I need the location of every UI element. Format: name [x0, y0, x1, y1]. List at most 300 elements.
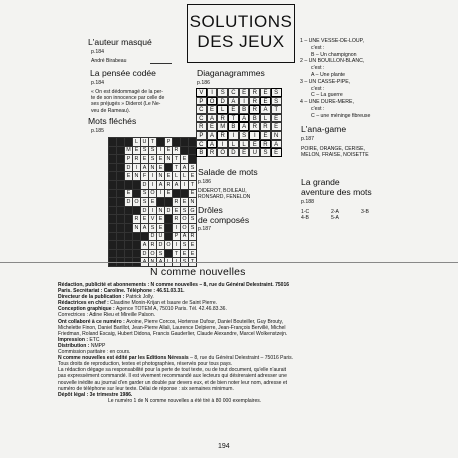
grid1-cell: P: [173, 232, 181, 241]
grid1-row: [109, 206, 197, 215]
grid1-cell: D: [125, 163, 133, 172]
credits-line: Impression : ETC: [58, 336, 100, 343]
grid1-cell: [133, 189, 141, 198]
grid1-cell: R: [173, 215, 181, 224]
anagame-title: L'ana-game: [301, 124, 347, 134]
grid1-cell: D: [149, 232, 157, 241]
section-divider: [0, 262, 458, 263]
grid1-cell: E: [157, 215, 165, 224]
grid1-cell: [109, 249, 117, 258]
grid1-cell: P: [165, 138, 173, 147]
diag-cell: C: [196, 105, 207, 114]
diag-word: [196, 88, 282, 97]
diag-cell: D: [228, 148, 239, 157]
diag-cell: O: [217, 148, 228, 157]
grid1-row: [109, 198, 197, 207]
grid1-cell: I: [149, 206, 157, 215]
grid1-cell: O: [166, 241, 171, 248]
pensee-page: p.184: [91, 80, 104, 86]
diag-cell: C: [196, 140, 207, 149]
grid1-cell: N: [157, 172, 165, 181]
diag-row: [196, 122, 282, 131]
grid1-cell: G: [190, 207, 195, 214]
grid1-row: [109, 180, 197, 189]
grid1-cell: [109, 241, 117, 250]
grid1-cell: N: [165, 155, 173, 164]
grid1-cell: S: [141, 198, 149, 207]
credits-line: Ont collaboré à ce numéro : Avoine, Pierre Corcos, Hortense Dufour, Daniel Bouteiller, Guy Brouty,: [58, 318, 284, 325]
grid1-cell: [125, 223, 133, 232]
grid1-row: [109, 138, 197, 147]
grid1-cell: P: [125, 155, 133, 164]
grid1-cell: [125, 206, 133, 215]
diag-word: [196, 97, 282, 106]
pensee-title: La pensée codée: [90, 68, 156, 78]
credits-line: Conception graphique : Agence TOTEM A, 75010 Paris. Tél. 42.46.83.36.: [58, 306, 227, 313]
grid1-cell: I: [133, 163, 141, 172]
diag-cell: S: [260, 148, 271, 157]
grid1-cell: [165, 163, 173, 172]
grid1-cell: [117, 155, 125, 164]
grid1-cell: S: [189, 215, 197, 224]
grid1-cell: E: [125, 172, 133, 181]
diag-cell: E: [207, 105, 218, 114]
grid1-cell: A: [181, 163, 189, 172]
diag-cell: A: [207, 114, 218, 123]
composes-answer-line: c'est :: [311, 105, 325, 112]
diag-cell: A: [260, 105, 271, 114]
grid1-cell: O: [150, 190, 155, 197]
diag-cell: E: [239, 88, 250, 97]
credits-line: pas expressément commandé. Il est vivement recommandé aux lecteurs qui désireraient adresser une: [58, 373, 287, 380]
grid1-cell: O: [182, 224, 187, 231]
diag-cell: P: [196, 131, 207, 140]
diag-cell: R: [260, 122, 271, 131]
grid1-cell: [109, 146, 117, 155]
grid1-cell: N: [157, 206, 165, 215]
grid1-cell: F: [141, 172, 149, 181]
grid1-cell: E: [125, 189, 133, 198]
grid1-cell: S: [149, 155, 157, 164]
grid1-cell: [133, 206, 141, 215]
grid1-row: [109, 163, 197, 172]
diag-cell: B: [249, 114, 260, 123]
diag-cell: E: [271, 148, 282, 157]
credits-line: Paris. Secrétariat : Caroline. Téléphone : 46.51.03.31.: [58, 288, 185, 295]
grid1-cell: [117, 189, 125, 198]
diag-cell: E: [260, 97, 271, 106]
grid1-cell: D: [125, 198, 133, 207]
mots-fleches-page: p.185: [91, 128, 104, 134]
nouvelles-title: N comme nouvelles: [150, 266, 246, 278]
grid1-cell: O: [134, 198, 139, 205]
diag-cell: L: [239, 140, 250, 149]
diag-cell: S: [271, 88, 282, 97]
grid1-cell: [117, 180, 125, 189]
diag-cell: E: [271, 114, 282, 123]
grid1-cell: [109, 223, 117, 232]
grid1-cell: [109, 232, 117, 241]
composes-answer-line: c'est :: [311, 65, 325, 72]
diag-cell: I: [207, 88, 218, 97]
grid1-cell: [117, 241, 125, 250]
aventure-title: La grande: [301, 177, 340, 187]
diag-title: Diaganagrammes: [197, 68, 265, 78]
grid1-cell: E: [181, 249, 189, 258]
grid1-cell: [117, 198, 125, 207]
grid1-cell: I: [149, 180, 157, 189]
grid1-cell: E: [133, 146, 141, 155]
grid1-cell: [157, 138, 165, 147]
title-line-2: DES JEUX: [197, 32, 285, 51]
grid1-cell: A: [141, 223, 149, 232]
grid1-cell: E: [165, 172, 173, 181]
grid1-cell: [173, 189, 181, 198]
grid1-cell: O: [150, 250, 155, 257]
diag-cell: B: [239, 105, 250, 114]
diag-cell: R: [217, 131, 228, 140]
grid1-cell: U: [141, 138, 149, 147]
credits-line: Le numéro 1 de N comme nouvelles a été tiré à 80 000 exemplaires.: [108, 397, 262, 404]
grid1-cell: E: [157, 163, 165, 172]
diag-word: [196, 140, 282, 149]
grid1-cell: U: [157, 232, 165, 241]
pensee-quote: « On est dédommagé de la per- te de son innocence par celle de ses préjugés » Diderot (Le Ne- veu de Rameau).: [91, 89, 165, 114]
grid1-cell: T: [189, 180, 197, 189]
credits-block: [58, 282, 408, 404]
diag-row: [196, 88, 282, 97]
grid1-cell: [125, 180, 133, 189]
grid1-row: [109, 241, 197, 250]
grid1-row: [109, 215, 197, 224]
diag-cell: R: [249, 105, 260, 114]
grid1-row: [109, 249, 197, 258]
composes-answer-line: c'est :: [311, 44, 325, 51]
credits-line: Friedman, Roland Escaig, Hubert Didona, Francis Gauderlier, Claude Alexandre, Marcel Wolkenstzejn.: [58, 330, 288, 337]
grid1-cell: [109, 198, 117, 207]
composes-answer-line: C – La guerre: [311, 92, 343, 99]
composes-answer-line: 3 – UN CASSE-PIPE,: [300, 78, 351, 85]
grid1-cell: S: [141, 146, 149, 155]
grid1-cell: I: [149, 172, 157, 181]
grid1-cell: [117, 146, 125, 155]
grid1-cell: L: [181, 172, 189, 181]
grid1-cell: [117, 172, 125, 181]
grid1-cell: T: [149, 138, 157, 147]
diag-cell: L: [228, 140, 239, 149]
diag-cell: S: [271, 97, 282, 106]
grid1-cell: [109, 138, 117, 147]
composes-answer-line: 2 – UN BOUILLON-BLANC,: [300, 58, 365, 65]
grid1-cell: S: [149, 146, 157, 155]
grid1-cell: [181, 189, 189, 198]
grid1-cell: S: [149, 223, 157, 232]
composes-answer-line: c'est :: [311, 85, 325, 92]
solutions-title-box: [187, 4, 295, 63]
grid1-cell: [117, 206, 125, 215]
diag-cell: A: [228, 97, 239, 106]
grid1-cell: A: [181, 232, 189, 241]
grid1-cell: N: [189, 198, 197, 207]
diag-cell: E: [249, 140, 260, 149]
title-line-1: SOLUTIONS: [189, 12, 293, 31]
grid1-cell: L: [173, 172, 181, 181]
diag-cell: M: [217, 122, 228, 131]
grid1-cell: T: [173, 249, 181, 258]
grid1-cell: D: [165, 206, 173, 215]
grid1-cell: [109, 180, 117, 189]
diag-word: [196, 148, 282, 157]
page-number: 194: [218, 443, 230, 450]
grid1-cell: E: [149, 198, 157, 207]
grid1-cell: E: [181, 198, 189, 207]
droles-title-2: de composés: [198, 215, 250, 225]
grid1-cell: [125, 241, 133, 250]
diag-row: [196, 131, 282, 140]
auteur-answer: André Birabeau: [91, 58, 127, 64]
diag-cell: C: [228, 88, 239, 97]
auteur-title: L'auteur masqué: [88, 37, 152, 47]
grid1-cell: N: [133, 223, 141, 232]
grid1-cell: E: [181, 155, 189, 164]
diag-cell: U: [249, 148, 260, 157]
grid1-row: [109, 146, 197, 155]
grid1-cell: S: [157, 249, 165, 258]
grid1-cell: E: [189, 172, 197, 181]
droles-title: Drôles: [198, 205, 223, 215]
grid1-cell: E: [165, 189, 173, 198]
diag-cell: L: [260, 114, 271, 123]
diag-cell: E: [228, 105, 239, 114]
pairs-row-1: 1-C 2-A 3-B: [301, 209, 369, 215]
diag-cell: R: [249, 88, 260, 97]
droles-page: p.187: [198, 226, 211, 232]
mots-fleches-title: Mots fléchés: [88, 116, 137, 126]
grid1-cell: [165, 215, 173, 224]
anagame-answer: POIRE, ORANGE, CERISE, MELON, FRAISE, NOISETTE: [301, 146, 369, 159]
composes-answer-line: 4 – UNE DURE-MERE,: [300, 99, 354, 106]
auteur-rule: [150, 63, 172, 64]
diag-cell: R: [249, 97, 260, 106]
grid1-cell: [117, 223, 125, 232]
credits-line: La rédaction dégage sa responsabilité pour la perte de tout texte, ou de tout document, qu'elle n'aurait: [58, 367, 287, 374]
grid1-cell: [109, 155, 117, 164]
diag-cell: A: [207, 131, 218, 140]
grid1-cell: T: [173, 155, 181, 164]
grid1-cell: R: [133, 215, 141, 224]
diag-cell: R: [207, 148, 218, 157]
credits-line: Directeur de la publication : Patrick Jolly.: [58, 294, 154, 301]
diag-cell: S: [239, 131, 250, 140]
diag-cell: A: [239, 114, 250, 123]
grid1-cell: I: [173, 241, 181, 250]
diag-word: [196, 131, 282, 140]
diag-cell: R: [249, 122, 260, 131]
grid1-cell: E: [157, 155, 165, 164]
grid1-row: [109, 189, 197, 198]
grid1-cell: R: [189, 232, 197, 241]
grid1-cell: A: [157, 180, 165, 189]
grid1-cell: I: [181, 180, 189, 189]
grid1-cell: [133, 232, 141, 241]
grid1-cell: A: [141, 241, 149, 250]
grid1-cell: R: [173, 198, 181, 207]
diag-cell: E: [260, 131, 271, 140]
grid1-cell: A: [141, 163, 149, 172]
aventure-pairs: [301, 209, 391, 221]
diag-cell: R: [196, 122, 207, 131]
composes-answer-line: B – Un champignon: [311, 51, 357, 58]
composes-answer-line: A – Une plante: [311, 71, 346, 78]
grid1-row: [109, 155, 197, 164]
grid1-cell: D: [141, 206, 149, 215]
grid1-cell: S: [189, 163, 197, 172]
grid1-cell: [109, 163, 117, 172]
credits-line: nouvelle inédite au journal d'en garder un double par devers eux, et de bien noter leur nom, adresse et: [58, 379, 288, 386]
diag-row: [196, 105, 282, 114]
grid1-cell: S: [181, 206, 189, 215]
diag-word: [196, 114, 282, 123]
diag-cell: E: [207, 122, 218, 131]
grid1-cell: [133, 241, 141, 250]
diag-cell: I: [228, 131, 239, 140]
grid1-cell: I: [157, 146, 165, 155]
credits-line: Michelette Finon, Daniel Barillot, Jean-Pierre Allali, Laurence Delpierre, Jean-François Bervillé, Michel: [58, 324, 286, 331]
credits-line: N comme nouvelles est édité par les Editions Néressis – 8, rue du Général Delestraint – 75016 Paris.: [58, 355, 294, 362]
salade-title: Salade de mots: [198, 167, 258, 177]
grid1-cell: [125, 138, 133, 147]
diag-word: [196, 105, 282, 114]
diag-cell: T: [271, 105, 282, 114]
grid1-row: [109, 232, 197, 241]
grid1-cell: [141, 232, 149, 241]
diaganagrammes-grid: [196, 88, 282, 157]
credits-line: Correctrices : Adine Rieu et Mireille Palson.: [58, 312, 156, 319]
diag-cell: P: [196, 97, 207, 106]
diag-cell: S: [217, 88, 228, 97]
grid1-cell: [157, 198, 165, 207]
grid1-cell: N: [149, 163, 157, 172]
diag-cell: R: [217, 114, 228, 123]
composes-answer-line: 1 – UNE VESSE-DE-LOUP,: [300, 38, 364, 44]
grid1-cell: [133, 249, 141, 258]
grid1-cell: [181, 138, 189, 147]
diag-row: [196, 114, 282, 123]
diag-word: [196, 122, 282, 131]
grid1-row: [109, 172, 197, 181]
diag-cell: A: [207, 140, 218, 149]
aventure-title-2: aventure des mots: [301, 187, 372, 197]
diag-page: p.186: [197, 80, 210, 86]
diag-cell: A: [271, 140, 282, 149]
salade-page: p.186: [198, 179, 211, 185]
composes-answers: [300, 38, 400, 120]
grid1-cell: [165, 249, 173, 258]
grid1-cell: [165, 223, 173, 232]
grid1-cell: S: [189, 223, 197, 232]
diag-cell: O: [207, 97, 218, 106]
diag-cell: T: [228, 114, 239, 123]
diag-cell: L: [217, 105, 228, 114]
grid1-cell: D: [157, 241, 165, 250]
credits-line: numéro de téléphone sur leur texte. Délai de réponse : six semaines minimum.: [58, 385, 234, 392]
grid1-cell: V: [149, 215, 157, 224]
grid1-cell: E: [165, 146, 173, 155]
composes-answer-line: C – une méninge fibreuse: [311, 112, 371, 119]
diag-row: [196, 140, 282, 149]
grid1-cell: [181, 146, 189, 155]
aventure-page: p.188: [301, 199, 314, 205]
grid1-cell: R: [149, 241, 157, 250]
grid1-cell: L: [133, 138, 141, 147]
grid1-cell: [165, 198, 173, 207]
grid1-cell: [109, 215, 117, 224]
grid1-cell: E: [173, 206, 181, 215]
grid1-row: [109, 223, 197, 232]
grid1-cell: E: [189, 241, 197, 250]
anagame-page: p.187: [301, 136, 314, 142]
grid1-cell: [117, 249, 125, 258]
grid1-cell: [117, 232, 125, 241]
grid1-cell: S: [181, 241, 189, 250]
auteur-page: p.184: [91, 49, 104, 55]
grid1-cell: T: [173, 163, 181, 172]
grid1-cell: E: [189, 249, 197, 258]
diag-cell: N: [271, 131, 282, 140]
grid1-cell: [117, 215, 125, 224]
diag-row: [196, 148, 282, 157]
grid1-cell: M: [126, 147, 131, 154]
grid1-cell: [165, 232, 173, 241]
diag-cell: D: [217, 97, 228, 106]
salade-answer: DIDEROT, BOILEAU, RONSARD, FENELON: [198, 188, 251, 201]
credits-line: Commission paritaire : en cours.: [58, 349, 131, 356]
grid1-cell: E: [157, 223, 165, 232]
grid1-cell: E: [189, 189, 197, 198]
grid1-cell: R: [133, 155, 141, 164]
grid1-cell: [117, 163, 125, 172]
credits-line: Rédaction, publicité et abonnements : N comme nouvelles – 8, rue du Général Delestraint. 75016: [58, 282, 290, 288]
diag-cell: E: [239, 148, 250, 157]
diag-cell: B: [196, 148, 207, 157]
grid1-cell: R: [165, 180, 173, 189]
diag-cell: B: [228, 122, 239, 131]
grid1-cell: [133, 180, 141, 189]
grid1-cell: D: [141, 180, 149, 189]
grid1-cell: N: [133, 172, 141, 181]
diag-row: [196, 97, 282, 106]
grid1-cell: E: [141, 155, 149, 164]
grid1-cell: [109, 172, 117, 181]
mots-fleches-grid: [108, 137, 197, 267]
grid1-cell: O: [182, 216, 187, 223]
diag-cell: E: [271, 122, 282, 131]
diag-cell: C: [196, 114, 207, 123]
grid1-cell: [117, 138, 125, 147]
credits-line: Distribution : NMPP: [58, 342, 106, 349]
grid1-cell: A: [173, 180, 181, 189]
credits-line: Tous droits de reproduction, textes et photographies, réservés pour tous pays.: [58, 361, 233, 368]
diag-cell: I: [217, 140, 228, 149]
grid1-cell: E: [141, 215, 149, 224]
grid1-cell: [125, 232, 133, 241]
grid1-cell: [109, 206, 117, 215]
grid1-cell: S: [141, 189, 149, 198]
grid1-cell: I: [173, 223, 181, 232]
grid1-cell: R: [173, 146, 181, 155]
grid1-cell: [125, 215, 133, 224]
diag-cell: R: [260, 140, 271, 149]
